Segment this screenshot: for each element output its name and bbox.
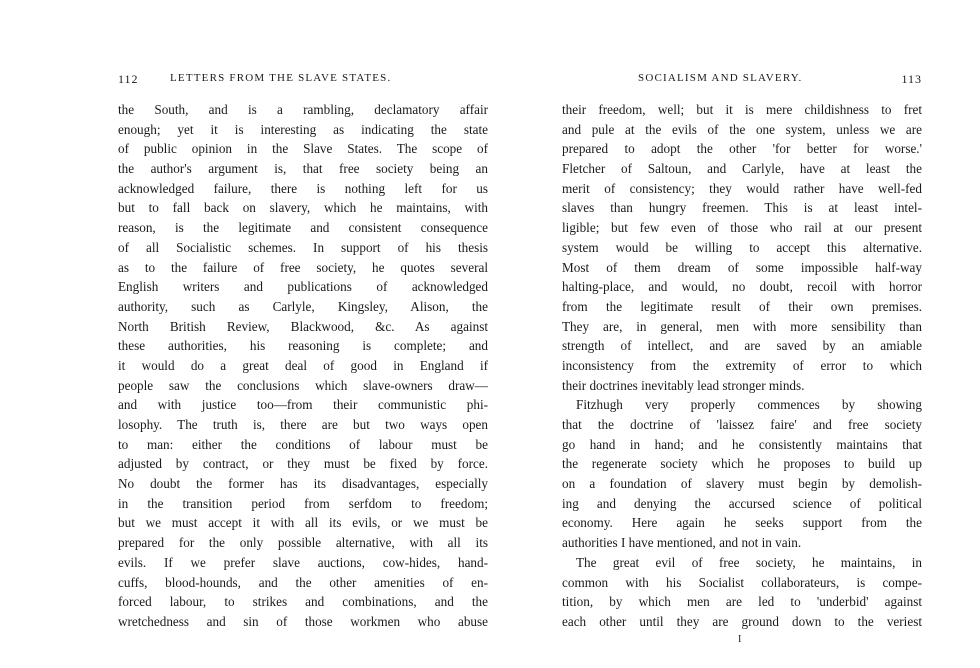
text-line: their doctrines inevitably lead stronger minds. — [562, 377, 805, 393]
text-line: They are, in general, men with more sensibility than — [562, 318, 922, 334]
text-line: Fitzhugh very properly commences by showing — [576, 397, 922, 413]
text-line: authorities I have mentioned, and not in vain. — [562, 535, 802, 551]
right-page — [562, 0, 922, 668]
text-line: the South, and is a rambling, declamatory affair — [118, 102, 488, 117]
text-line: No doubt the former has its disadvantages, especially — [118, 476, 488, 492]
text-line: tition, by which men are led to 'underbid' against — [562, 594, 922, 610]
text-line: slaves than hungry freemen. This is at least intel- — [562, 200, 922, 216]
text-line: adjusted by contract, or they must be fixed by force. — [118, 456, 488, 472]
text-line: and with justice too—from their communistic phi- — [118, 397, 488, 413]
text-line: the regenerate society which he proposes to build up — [562, 456, 922, 472]
text-line: each other until they are ground down to the veriest — [562, 613, 922, 629]
text-line: prepared for the only possible alternative, with all its — [118, 535, 488, 551]
text-line: and pule at the evils of the one system, unless we are — [562, 121, 922, 137]
text-line: ligible; but few even of those who rail at our present — [562, 220, 922, 236]
right-page-number: 113 — [901, 72, 922, 86]
text-line: it would do a great deal of good in England if — [118, 357, 488, 373]
text-line: North British Review, Blackwood, &c. As against — [118, 318, 488, 334]
text-line: evils. If we prefer slave auctions, cow-hides, hand- — [118, 554, 488, 570]
text-line: as to the failure of free society, he quotes several — [118, 259, 488, 275]
right-running-title: SOCIALISM AND SLAVERY. — [638, 72, 803, 84]
text-line: ing and denying the accursed science of political — [562, 495, 922, 511]
signature-mark: I — [738, 634, 742, 645]
text-line: English writers and publications of acknowledged — [118, 279, 488, 295]
text-line: Fletcher of Saltoun, and Carlyle, have at least the — [562, 161, 922, 177]
text-line: economy. Here again he seeks support from the — [562, 515, 922, 531]
text-line: but to fall back on slavery, which he maintains, with — [118, 200, 488, 216]
text-line: from the legitimate result of their own premises. — [562, 298, 922, 314]
text-line: that the doctrine of 'laissez faire' and free society — [562, 417, 922, 432]
text-line: Most of them dream of some impossible half-way — [562, 259, 922, 275]
text-line: their freedom, well; but it is mere childishness to fret — [562, 102, 922, 117]
left-page-header — [118, 72, 488, 88]
text-line: strength of intellect, and are saved by an amiable — [562, 338, 922, 354]
text-line: halting-place, and would, no doubt, recoil with horror — [562, 279, 922, 295]
text-line: to man: either the conditions of labour must be — [118, 436, 488, 452]
text-line: losophy. The truth is, there are but two ways open — [118, 417, 488, 432]
text-line: of public opinion in the Slave States. The scope of — [118, 141, 488, 157]
left-page-number: 112 — [118, 72, 139, 86]
text-line: cuffs, blood-hounds, and the other amenities of en- — [118, 574, 488, 590]
left-running-title: LETTERS FROM THE SLAVE STATES. — [170, 72, 392, 84]
text-line: on a foundation of slavery must begin by demolish- — [562, 476, 922, 492]
text-line: system would be willing to accept this alternative. — [562, 239, 922, 255]
text-line: prepared to adopt the other 'for better for worse.' — [562, 141, 922, 157]
text-line: these authorities, his reasoning is complete; and — [118, 338, 488, 354]
right-page-header — [562, 72, 922, 88]
text-line: of all Socialistic schemes. In support of his thesis — [118, 239, 488, 255]
left-page-body — [118, 100, 488, 632]
text-line: reason, is the legitimate and consistent consequence — [118, 220, 488, 236]
right-page-body — [562, 100, 922, 632]
text-line: the author's argument is, that free society being an — [118, 161, 488, 177]
text-line: The great evil of free society, he maintains, in — [576, 554, 922, 570]
text-line: in the transition period from serfdom to freedom; — [118, 495, 488, 511]
text-line: inconsistency from the extremity of error to which — [562, 357, 922, 373]
text-line: but we must accept it with all its evils, or we must be — [118, 515, 488, 531]
text-line: people saw the conclusions which slave-owners draw— — [118, 377, 488, 393]
text-line: forced labour, to strikes and combinations, and the — [118, 594, 488, 610]
text-line: merit of consistency; they would rather have well-fed — [562, 180, 922, 196]
text-line: enough; yet it is interesting as indicating the state — [118, 121, 488, 137]
text-line: wretchedness and sin of those workmen who abuse — [118, 613, 488, 629]
text-line: common with his Socialist collaborateurs, is compe- — [562, 574, 922, 590]
text-line: go hand in hand; and he consistently maintains that — [562, 436, 922, 452]
text-line: acknowledged failure, there is nothing left for us — [118, 180, 488, 196]
text-line: authority, such as Carlyle, Kingsley, Alison, the — [118, 298, 488, 314]
left-page — [118, 0, 488, 668]
